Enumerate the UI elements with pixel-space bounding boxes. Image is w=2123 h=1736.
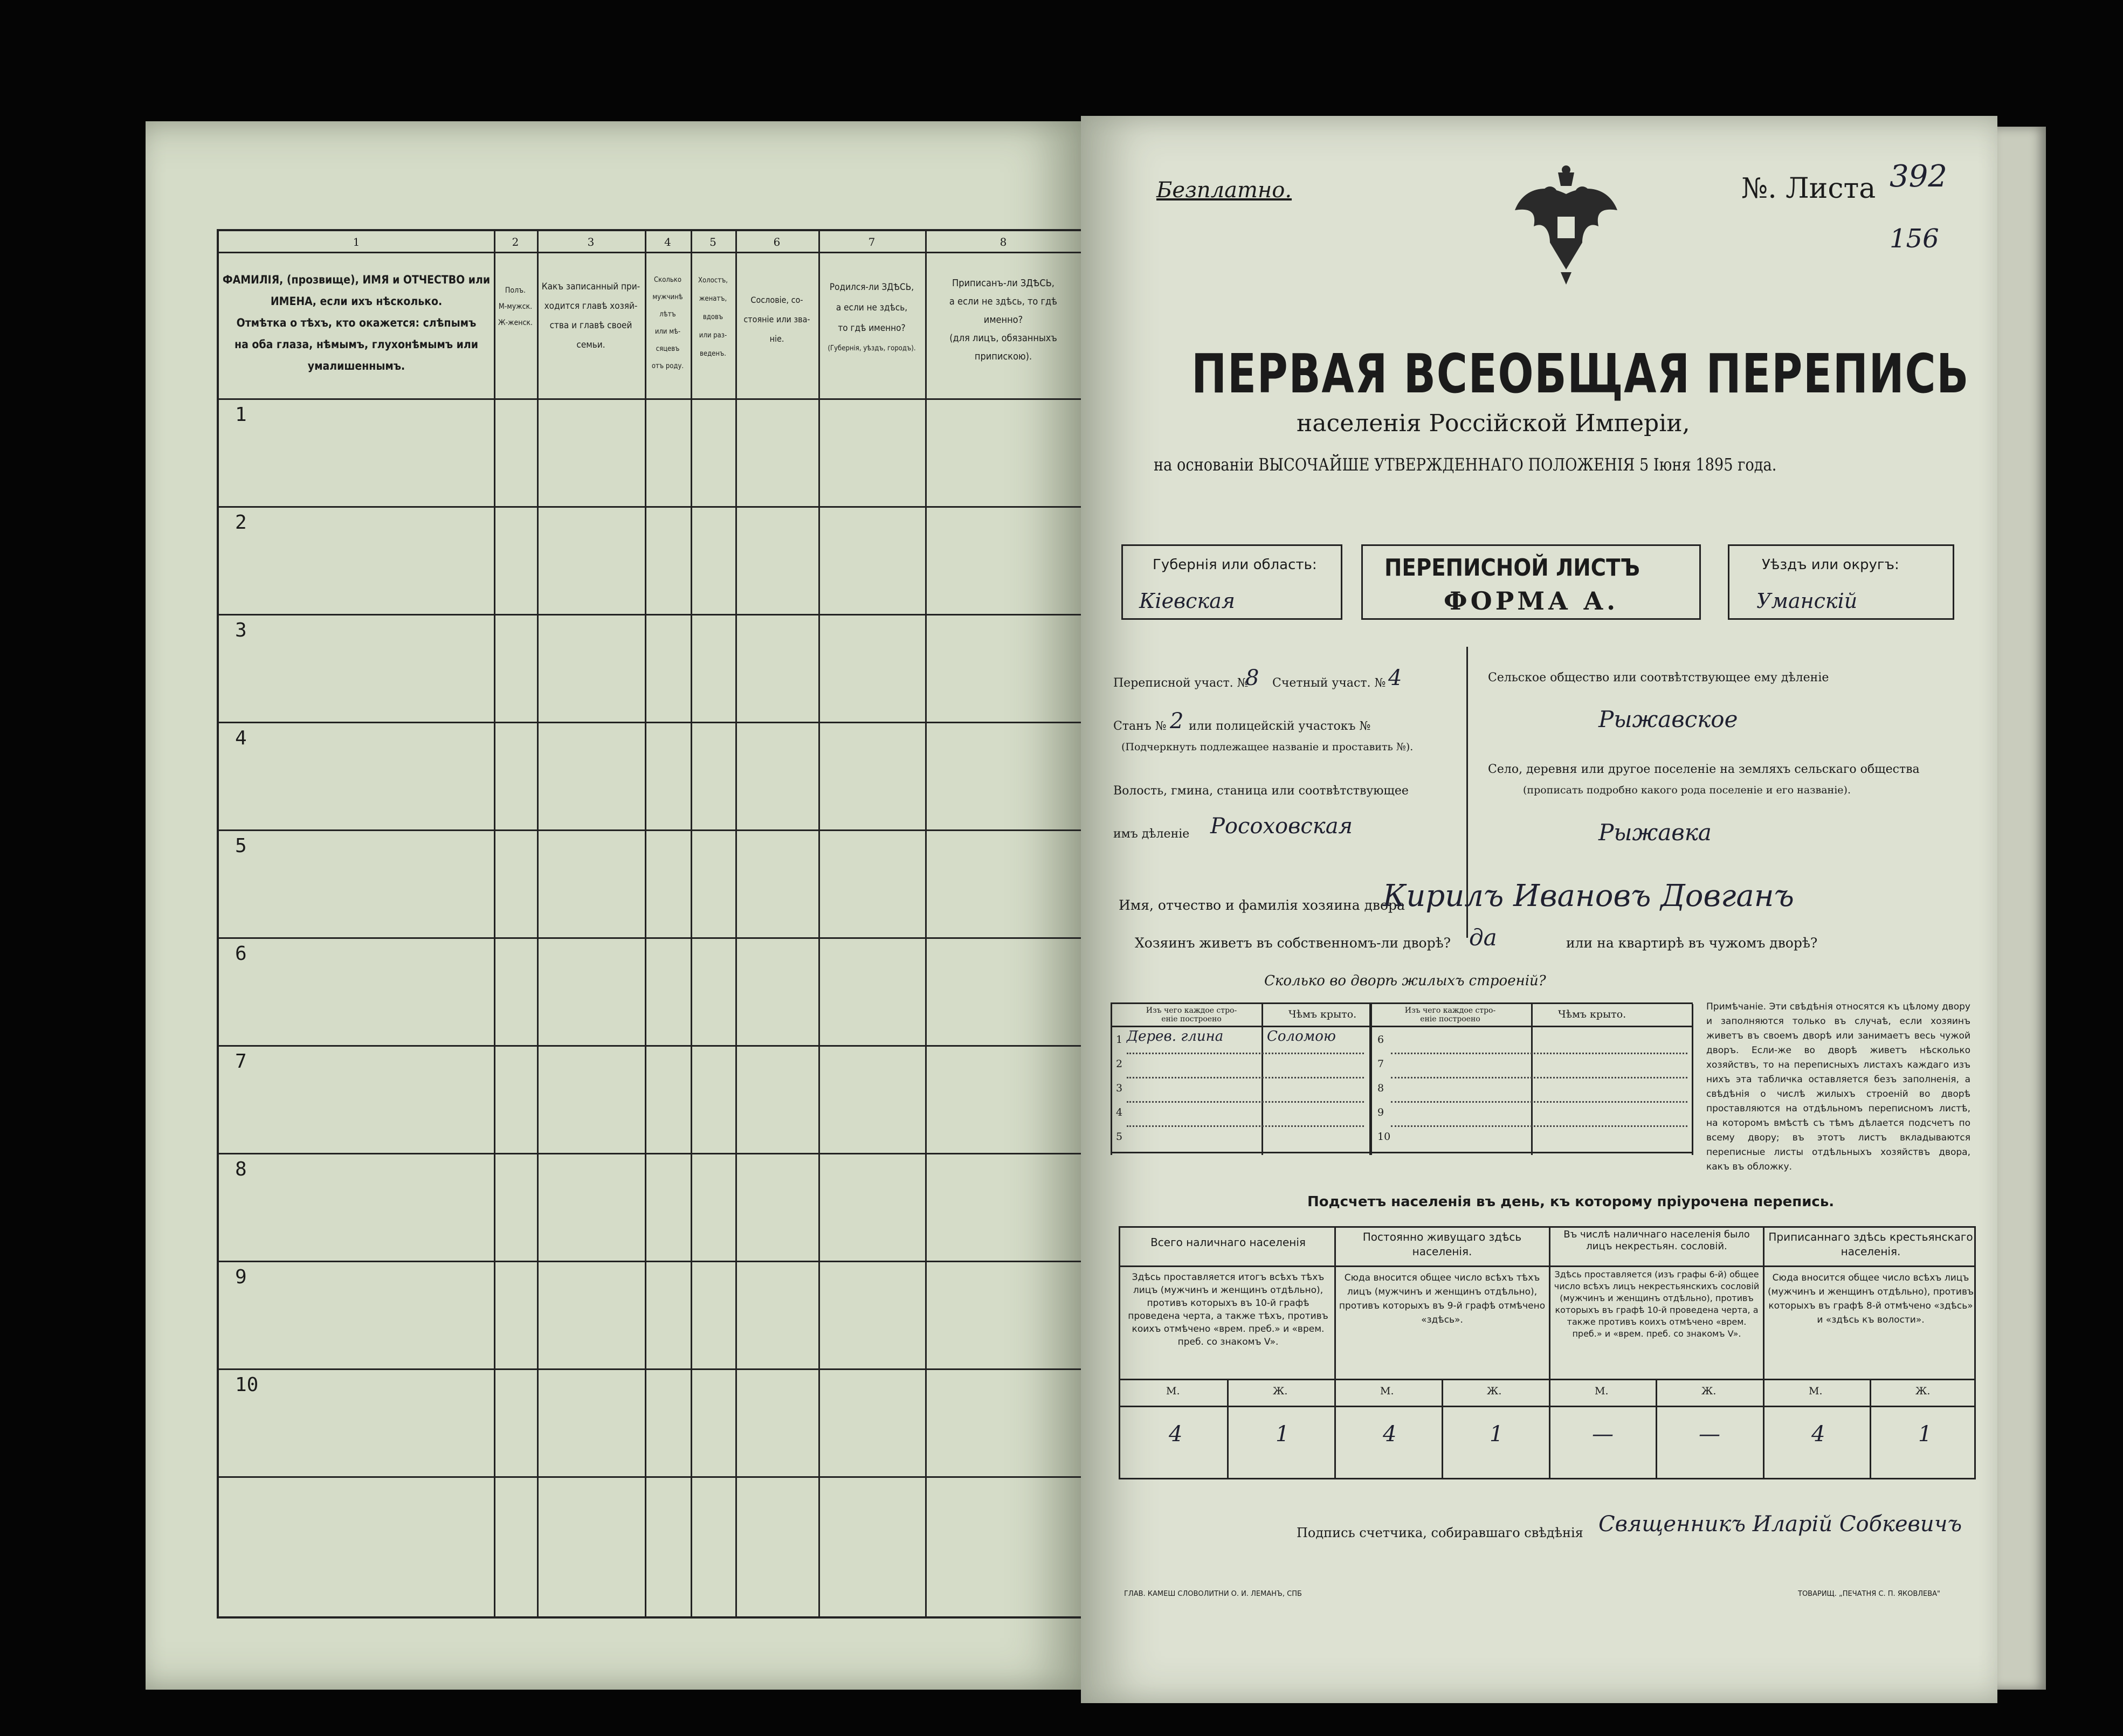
bt-head-roof: Чѣмъ крыто.: [1558, 1008, 1626, 1020]
count-sex-label: Ж.: [1487, 1385, 1502, 1397]
bt-head-roof: Чѣмъ крыто.: [1288, 1008, 1357, 1020]
lives-label: Хозяинъ живетъ въ собственномъ-ли дворѣ?: [1135, 935, 1451, 951]
col6-header: [735, 291, 818, 349]
header-line: Какъ записанный при-: [541, 281, 640, 292]
header-line: семьи.: [576, 340, 605, 350]
header-line: женатъ,: [699, 295, 727, 303]
count-title: Подсчетъ населенія въ день, къ которому пріурочена перепись.: [1307, 1194, 1835, 1210]
header-line: ства и главѣ своей: [549, 320, 632, 331]
buildings-question: Сколько во дворѣ жилыхъ строеній?: [1264, 973, 1546, 989]
stan-label: Станъ №: [1113, 720, 1167, 733]
row-divider: [219, 722, 1081, 723]
row-divider: [219, 506, 1081, 508]
count-value[interactable]: 4: [1811, 1422, 1825, 1447]
underline-note: (Подчеркнуть подлежащее названіе и проставить №).: [1121, 741, 1414, 753]
header-line: веденъ.: [699, 350, 726, 358]
column-number: 1: [353, 236, 360, 248]
header-line: Сословіе, со-: [750, 295, 803, 305]
dotted-line: [1127, 1053, 1364, 1054]
header-line: сяцевъ: [656, 345, 680, 353]
header-line: именно?: [983, 314, 1023, 326]
column-number: 6: [773, 236, 781, 248]
col-divider: [645, 231, 646, 1616]
header-line: стояніе или зва-: [743, 314, 810, 324]
count-col-desc: Сюда вносится общее число всѣхъ лицъ (мужчинъ и женщинъ отдѣльно), противъ которыхъ въ графѣ 8-й отмѣчено «здѣсь» и «здѣсь къ волости».: [1768, 1272, 1974, 1325]
col-divider: [537, 231, 539, 1616]
village-note: (прописать подробно какого рода поселеніе и его названіе).: [1523, 784, 1851, 796]
header-line: ходится главѣ хозяй-: [544, 301, 638, 312]
header-line: (Губернія, уѣздъ, городъ).: [828, 344, 916, 352]
col-divider: [691, 231, 692, 1616]
header-line: а если не здѣсь,: [836, 302, 908, 313]
bt-material[interactable]: Дерев. глина: [1127, 1028, 1224, 1045]
document-subtitle: населенія Россійской Имперіи,: [1297, 410, 1690, 437]
row-divider: [219, 937, 1081, 939]
header-line: а если не здѣсь, то гдѣ: [949, 296, 1058, 307]
header-line: Родился-ли ЗДѢСЬ,: [829, 282, 914, 293]
document-title: ПЕРВАЯ ВСЕОБЩАЯ ПЕРЕПИСЬ: [1191, 342, 1970, 405]
row-divider: [219, 1045, 1081, 1047]
bt-head-material: Изъ чего каждое стро- еніе построено: [1404, 1006, 1496, 1023]
col8-header: [925, 274, 1081, 366]
census-section-label: Переписной участ. №: [1113, 676, 1249, 690]
bt-row-number: 4: [1116, 1106, 1123, 1118]
lives-label-2: или на квартирѣ въ чужомъ дворѣ?: [1566, 935, 1818, 951]
dotted-line: [1391, 1101, 1687, 1103]
lives-value[interactable]: да: [1469, 924, 1497, 951]
count-sex-label: Ж.: [1915, 1385, 1931, 1397]
bt-row-number: 8: [1377, 1082, 1384, 1094]
col5-header: [691, 272, 735, 363]
district-label: Уѣздъ или округъ:: [1762, 557, 1899, 573]
col-divider: [494, 231, 495, 1616]
dotted-line: [1391, 1077, 1687, 1078]
header-line: (для лицъ, обязанныхъ: [949, 333, 1057, 344]
bt-head-material: Изъ чего каждое стро- еніе построено: [1146, 1006, 1237, 1023]
row-number: 8: [235, 1158, 247, 1180]
col-divider: [818, 231, 820, 1616]
province-box: [1121, 544, 1342, 620]
row-divider: [219, 829, 1081, 831]
village-label: Село, деревня или другое поселеніе на земляхъ сельскаго общества: [1488, 763, 1920, 776]
signature-label: Подпись счетчика, собиравшаго свѣдѣнія: [1297, 1525, 1583, 1540]
header-line: мужчинѣ: [652, 293, 683, 301]
count-value[interactable]: 1: [1276, 1422, 1290, 1447]
bt-row-number: 5: [1116, 1131, 1123, 1143]
row-number: 3: [235, 619, 247, 641]
header-line: вдовъ: [702, 313, 723, 321]
col4-header: [645, 272, 691, 375]
province-label: Губернія или область:: [1153, 557, 1317, 573]
row-divider: [219, 1368, 1081, 1370]
bt-row-number: 6: [1377, 1034, 1384, 1046]
count-sex-label: Ж.: [1273, 1385, 1288, 1397]
row-number: 7: [235, 1050, 247, 1073]
volost-label-2: имъ дѣленіе: [1113, 827, 1190, 841]
police-label: или полицейскій участокъ №: [1189, 720, 1371, 733]
count-col-desc: Сюда вносится общее число всѣхъ тѣхъ лицъ (мужчинъ и женщинъ отдѣльно), противъ которыхъ въ 9-й графѣ отмѣчено «здѣсь».: [1339, 1272, 1546, 1325]
count-value[interactable]: 4: [1383, 1422, 1397, 1447]
count-sex-label: Ж.: [1701, 1385, 1717, 1397]
printer-right: ТОВАРИЩ. „ПЕЧАТНЯ С. П. ЯКОВЛЕВА": [1798, 1590, 1941, 1598]
bt-row-number: 7: [1377, 1058, 1384, 1070]
society-value[interactable]: Рыжавское: [1598, 706, 1738, 732]
dotted-line: [1127, 1125, 1364, 1127]
header-line: Приписанъ-ли ЗДѢСЬ,: [952, 278, 1054, 289]
count-value[interactable]: 1: [1918, 1422, 1932, 1447]
header-line: Полъ.: [505, 286, 526, 295]
district-value[interactable]: Уманскій: [1756, 589, 1858, 613]
row-number: 9: [235, 1266, 247, 1288]
dotted-line: [1127, 1077, 1364, 1078]
district-box: [1728, 544, 1954, 620]
volost-value[interactable]: Росоховская: [1210, 814, 1353, 839]
owner-value[interactable]: Кирилъ Ивановъ Довганъ: [1383, 879, 1794, 914]
header-line: Холостъ,: [698, 276, 728, 285]
cell-border: [1227, 1379, 1229, 1478]
cell-border: [1111, 1026, 1693, 1027]
form-title-1: ПЕРЕПИСНОЙ ЛИСТЪ: [1384, 554, 1640, 582]
cell-border: [1870, 1379, 1871, 1478]
count-col-head: Приписаннаго здѣсь крестьянскаго населенія.: [1768, 1230, 1973, 1258]
owner-label: Имя, отчество и фамилія хозяина двора: [1119, 897, 1405, 913]
count-value[interactable]: —: [1592, 1422, 1614, 1447]
column-number: 2: [512, 236, 519, 248]
row-divider: [219, 1261, 1081, 1262]
count-col-desc: Здѣсь проставляется (изъ графы 6-й) общее число всѣхъ лицъ некрестьянскихъ сословій (мужчинъ и женщинъ отдѣльно), противъ которыхъ въ графѣ 10-й проведена черта, а также противъ коихъ отмѣчено «врем. преб.» и «врем. преб. со знакомъ V».: [1554, 1269, 1760, 1339]
header-line: лѣтъ: [659, 310, 676, 319]
count-sex-label: М.: [1166, 1385, 1180, 1397]
header-bottom: [219, 398, 1081, 400]
bt-row-number: 2: [1116, 1058, 1123, 1070]
count-sex-label: М.: [1380, 1385, 1394, 1397]
col7-header: [818, 277, 925, 359]
row-number: 5: [235, 835, 247, 857]
header-line: умалишеннымъ.: [307, 359, 405, 372]
volost-label-1: Волость, гмина, станица или соотвѣтствующее: [1113, 784, 1409, 798]
row-divider: [219, 1476, 1081, 1478]
sheet-number-value-2: 156: [1890, 224, 1939, 254]
stan-value[interactable]: 2: [1170, 709, 1184, 734]
dotted-line: [1391, 1053, 1687, 1054]
form-title-2: ФОРМА А.: [1444, 586, 1619, 615]
dotted-line: [1127, 1101, 1364, 1103]
double-headed-eagle-emblem: [1512, 162, 1620, 286]
province-value[interactable]: Кіевская: [1139, 589, 1235, 613]
bt-row-number: 9: [1377, 1106, 1384, 1118]
society-label: Сельское общество или соотвѣтствующее ему дѣленіе: [1488, 671, 1829, 684]
printer-left: ГЛАВ. КАМЕШ СЛОВОЛИТНИ О. И. ЛЕМАНЪ, СПБ: [1124, 1590, 1302, 1598]
row-number: 4: [235, 727, 247, 749]
count-sex-label: М.: [1595, 1385, 1609, 1397]
census-section-value[interactable]: 8: [1245, 666, 1259, 690]
note-text: Примѣчаніе. Эти свѣдѣнія относятся къ цѣлому двору и заполняются только въ случаѣ, если хозяинъ живетъ въ своемъ дворѣ или занимаетъ весь чужой дворъ. Если-же во дворѣ живетъ нѣсколько хозяйствъ, то на переписныхъ листахъ каждаго изъ нихъ эта табличка оставляется безъ заполненія, а свѣдѣнія о числѣ жилыхъ строеній во дворѣ проставляются на отдѣльномъ переписномъ листѣ, на которомъ вмѣстѣ съ тѣмъ дѣлается подсчетъ по всему двору; въ этотъ листъ вкладываются переписные листы отдѣльныхъ хозяйствъ двора, какъ въ обложку.: [1706, 1001, 1970, 1172]
col1-header: [219, 269, 494, 377]
header-line: М-мужск.: [498, 302, 533, 311]
header-line: припискою).: [974, 351, 1032, 362]
cell-border: [1120, 1406, 1974, 1407]
header-line: или раз-: [699, 331, 727, 340]
count-section-label: Счетный участ. №: [1272, 676, 1386, 690]
bt-roof[interactable]: Соломою: [1267, 1028, 1336, 1045]
header-line: ФАМИЛІЯ, (прозвище), ИМЯ и ОТЧЕСТВО или: [222, 273, 491, 286]
col-divider: [735, 231, 737, 1616]
count-section-value[interactable]: 4: [1388, 666, 1402, 690]
count-col-head: Постоянно живущаго здѣсь населенія.: [1362, 1230, 1522, 1258]
header-line: на оба глаза, нѣмымъ, глухонѣмымъ или: [235, 338, 478, 351]
cell-border: [1656, 1379, 1657, 1478]
column-number: 7: [868, 236, 876, 248]
document-basis: на основаніи ВЫСОЧАЙШЕ УТВЕРЖДЕННАГО ПОЛОЖЕНІЯ 5 Іюня 1895 года.: [1154, 454, 1777, 475]
free-label: Безплатно.: [1156, 178, 1292, 203]
count-value[interactable]: 4: [1169, 1422, 1183, 1447]
village-value[interactable]: Рыжавка: [1598, 819, 1712, 846]
header-line: Отмѣтка о тѣхъ, кто окажется: слѣпымъ: [236, 316, 477, 329]
header-line: Ж-женск.: [498, 319, 533, 327]
col2-header: [494, 282, 537, 331]
form-title-box: [1361, 544, 1701, 620]
bt-row-number: 10: [1377, 1131, 1391, 1143]
header-line: или мѣ-: [654, 328, 681, 336]
header-line: Сколько: [654, 276, 681, 284]
row-divider: [219, 614, 1081, 615]
header-line: ніе.: [769, 334, 784, 344]
right-page: [1081, 116, 1997, 1703]
page-stack-edge: [1995, 127, 2046, 1690]
count-col-desc: Здѣсь проставляется итогъ всѣхъ тѣхъ лицъ (мужчинъ и женщинъ отдѣльно), противъ которыхъ въ 10-й графѣ проведена черта, а также тѣхъ, противъ коихъ отмѣчено «врем. преб.» и «врем. преб. со знакомъ V».: [1128, 1272, 1328, 1347]
row-number: 1: [235, 404, 247, 426]
left-page: [146, 121, 1084, 1690]
count-value[interactable]: —: [1699, 1422, 1720, 1447]
row-number: 10: [235, 1374, 259, 1396]
population-count-table: [1119, 1226, 1976, 1479]
sheet-number-value: 392: [1890, 159, 1947, 194]
header-line: отъ роду.: [651, 362, 684, 370]
bt-row-number: 1: [1116, 1034, 1123, 1046]
header-divider: [219, 252, 1081, 253]
cell-border: [1120, 1265, 1974, 1267]
signature-value[interactable]: Священникъ Иларій Собкевичъ: [1598, 1512, 1962, 1537]
bt-row-number: 3: [1116, 1082, 1123, 1094]
sheet-number-label: №. Листа: [1741, 172, 1876, 205]
count-value[interactable]: 1: [1490, 1422, 1504, 1447]
count-sex-label: М.: [1809, 1385, 1823, 1397]
cell-border: [1120, 1379, 1974, 1380]
dotted-line: [1391, 1125, 1687, 1127]
column-number: 4: [664, 236, 671, 248]
count-col-head: Всего наличнаго населенія: [1150, 1236, 1306, 1249]
household-members-table: [217, 229, 1084, 1619]
col3-header: [537, 277, 645, 355]
count-col-head: Въ числѣ наличнаго населенія было лицъ некрестьян. сословій.: [1563, 1229, 1750, 1252]
buildings-table: [1111, 1002, 1693, 1153]
column-number: 5: [709, 236, 716, 248]
cell-border: [1442, 1379, 1443, 1478]
column-number: 8: [1000, 236, 1007, 248]
row-number: 6: [235, 943, 247, 965]
column-number: 3: [587, 236, 595, 248]
col-divider: [925, 231, 927, 1616]
row-number: 2: [235, 511, 247, 534]
row-divider: [219, 1153, 1081, 1154]
header-line: то гдѣ именно?: [838, 323, 906, 334]
header-line: ИМЕНА, если ихъ нѣсколько.: [270, 295, 443, 308]
